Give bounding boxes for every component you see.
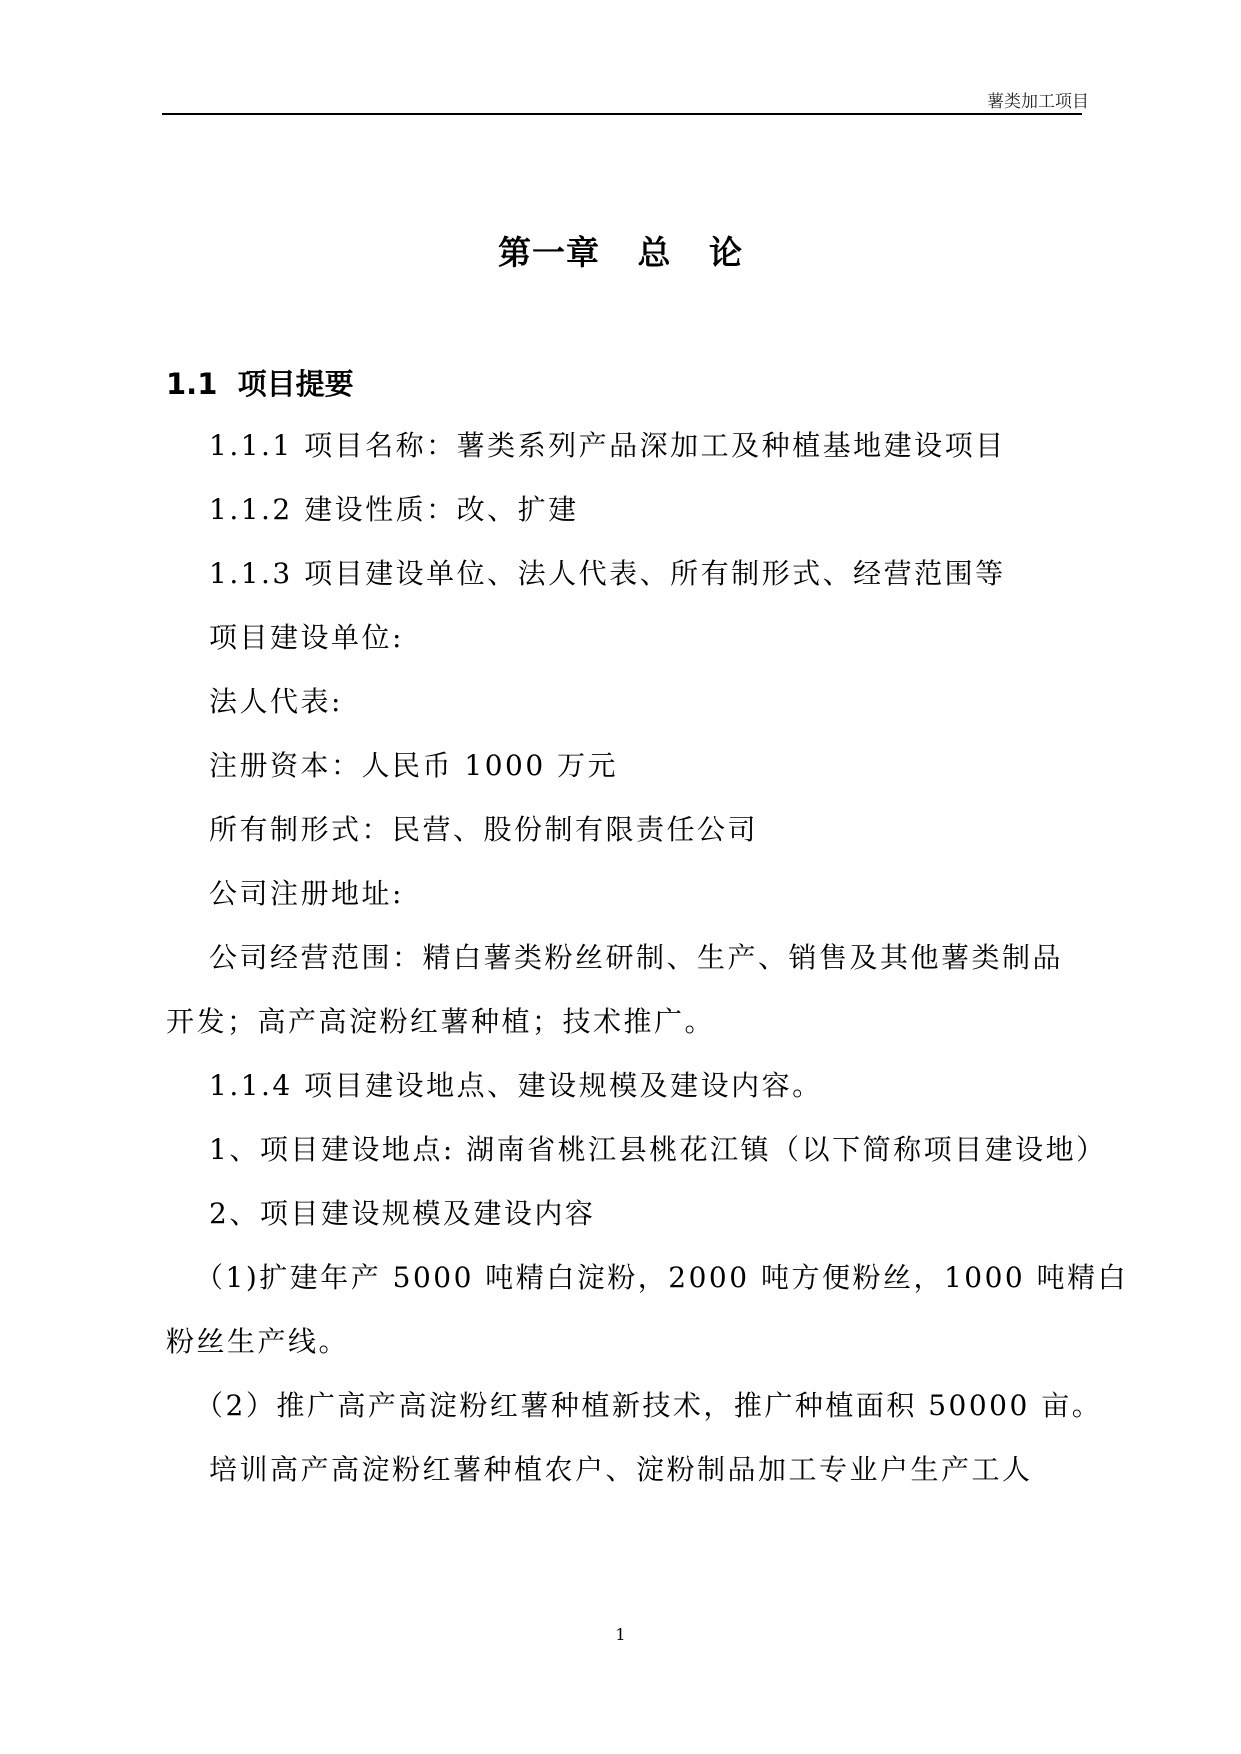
body-line-legal-representative: 法人代表: <box>209 685 343 718</box>
chapter-title: 第一章 总 论 <box>498 233 743 272</box>
body-line-construction-unit: 项目建设单位: <box>209 621 404 654</box>
running-header: 薯类加工项目 <box>987 92 1089 112</box>
body-line-registered-address: 公司注册地址: <box>209 877 404 910</box>
body-line-construction-nature: 1.1.2 建设性质：改、扩建 <box>209 493 579 526</box>
body-line-location: 1、项目建设地点: 湖南省桃江县桃花江镇（以下简称项目建设地） <box>209 1133 1107 1166</box>
body-line-item-1-cont: 粉丝生产线。 <box>166 1325 350 1358</box>
body-line-ownership-form: 所有制形式：民营、股份制有限责任公司 <box>209 813 759 846</box>
body-line-registered-capital: 注册资本：人民币 1000 万元 <box>209 749 619 782</box>
body-line-scale-content: 2、项目建设规模及建设内容 <box>209 1197 596 1230</box>
body-line-business-scope-cont: 开发；高产高淀粉红薯种植；技术推广。 <box>166 1005 716 1038</box>
body-line-project-name: 1.1.1 项目名称：薯类系列产品深加工及种植基地建设项目 <box>209 429 1006 462</box>
body-line-unit-overview: 1.1.3 项目建设单位、法人代表、所有制形式、经营范围等 <box>209 557 1006 590</box>
page-number: 1 <box>615 1625 626 1644</box>
body-line-item-2: （2）推广高产高淀粉红薯种植新技术，推广种植面积 50000 亩。 <box>195 1389 1103 1422</box>
body-line-item-1: （1)扩建年产 5000 吨精白淀粉，2000 吨方便粉丝，1000 吨精白 <box>195 1261 1129 1294</box>
section-title: 1.1 项目提要 <box>166 367 354 401</box>
body-line-location-scale: 1.1.4 项目建设地点、建设规模及建设内容。 <box>209 1069 823 1102</box>
header-rule <box>162 113 1082 115</box>
body-line-business-scope: 公司经营范围：精白薯类粉丝研制、生产、销售及其他薯类制品 <box>209 941 1064 974</box>
body-line-training: 培训高产高淀粉红薯种植农户、淀粉制品加工专业户生产工人 <box>209 1453 1033 1486</box>
